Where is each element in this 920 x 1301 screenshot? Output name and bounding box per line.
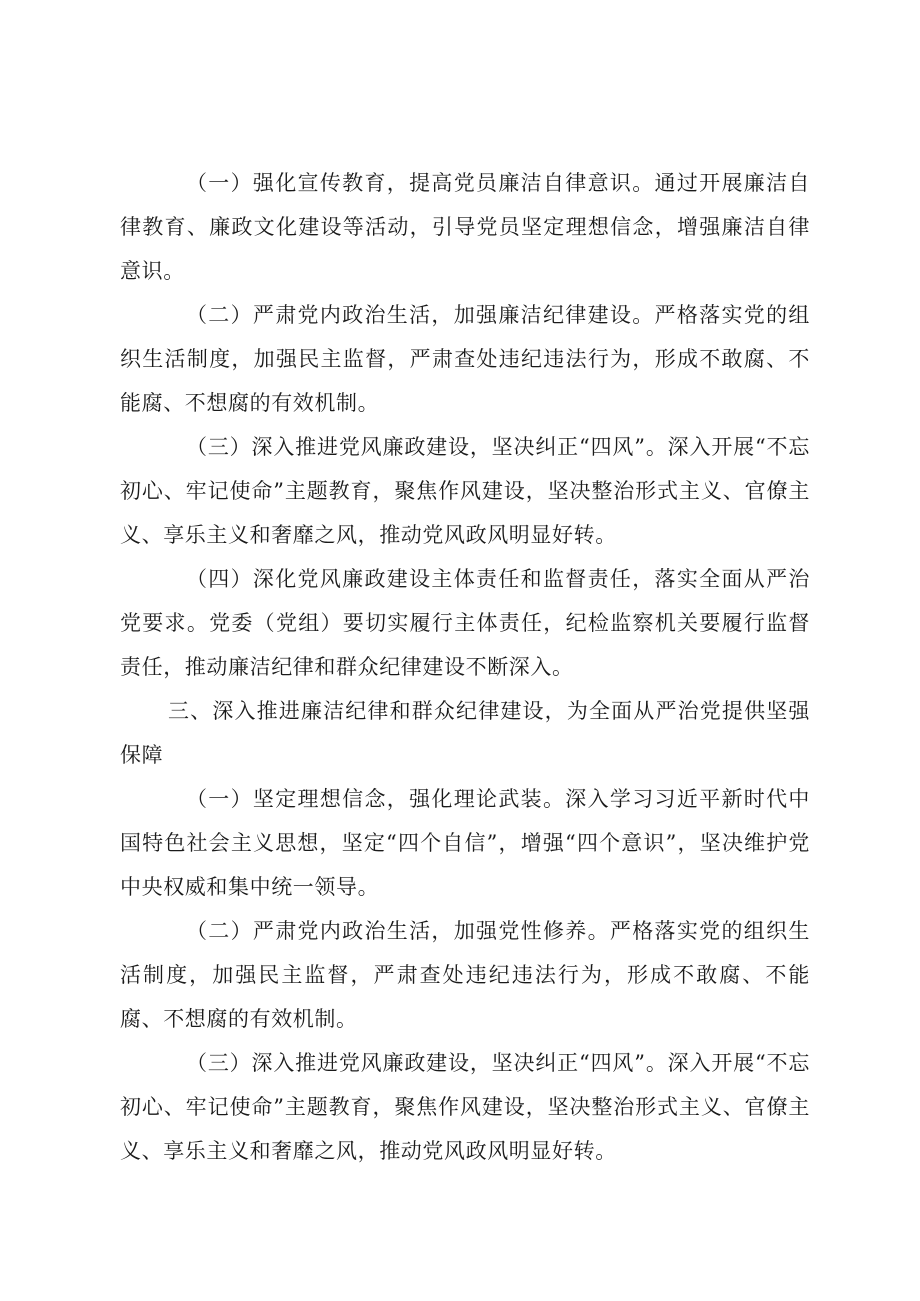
section-paragraph-3: （三）深入推进党风廉政建设，坚决纠正“四风”。深入开展“不忘初心、牢记使命”主题教育，聚焦作风建设，坚决整治形式主义、官僚主义、享乐主义和奢靡之风，推动党风政风明显好转。 — [120, 1051, 810, 1163]
section-paragraph-2: （二）严肃党内政治生活，加强党性修养。严格落实党的组织生活制度，加强民主监督，严肃查处违纪违法行为，形成不敢腐、不能腐、不想腐的有效机制。 — [120, 919, 810, 1031]
document-page — [120, 161, 810, 1173]
paragraph-4: （四）深化党风廉政建设主体责任和监督责任，落实全面从严治党要求。党委（党组）要切实履行主体责任，纪检监察机关要履行监督责任，推动廉洁纪律和群众纪律建设不断深入。 — [120, 567, 810, 679]
paragraph-3: （三）深入推进党风廉政建设，坚决纠正“四风”。深入开展“不忘初心、牢记使命”主题教育，聚焦作风建设，坚决整治形式主义、官僚主义、享乐主义和奢靡之风，推动党风政风明显好转。 — [120, 435, 810, 547]
paragraph-2: （二）严肃党内政治生活，加强廉洁纪律建设。严格落实党的组织生活制度，加强民主监督，严肃查处违纪违法行为，形成不敢腐、不能腐、不想腐的有效机制。 — [120, 303, 810, 415]
section-paragraph-1: （一）坚定理想信念，强化理论武装。深入学习习近平新时代中国特色社会主义思想，坚定“四个自信”，增强“四个意识”，坚决维护党中央权威和集中统一领导。 — [120, 787, 810, 899]
paragraph-1: （一）强化宣传教育，提高党员廉洁自律意识。通过开展廉洁自律教育、廉政文化建设等活动，引导党员坚定理想信念，增强廉洁自律意识。 — [120, 171, 810, 283]
section-heading: 三、深入推进廉洁纪律和群众纪律建设，为全面从严治党提供坚强保障 — [120, 699, 810, 767]
